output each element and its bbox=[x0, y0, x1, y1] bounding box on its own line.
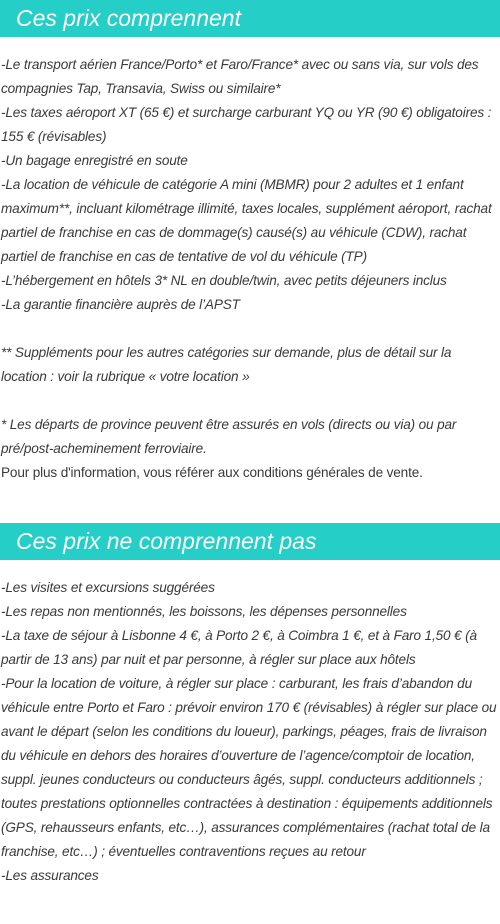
section-title-not-included: Ces prix ne comprennent pas bbox=[16, 528, 317, 554]
not-included-line: -Les repas non mentionnés, les boissons, les dépenses personnelles bbox=[1, 604, 407, 619]
note-departures: * Les départs de province peuvent être assurés en vols (directs ou via) ou par pré/post-acheminement ferroviaire. bbox=[1, 417, 457, 456]
section-header-not-included bbox=[0, 523, 500, 560]
not-included-line: -La taxe de séjour à Lisbonne 4 €, à Porto 2 €, à Coimbra 1 €, et à Faro 1,50 € (à partir de 13 ans) par nuit et par personne, à régler sur place aux hôtels bbox=[1, 628, 477, 667]
included-line: -L’hébergement en hôtels 3* NL en double/twin, avec petits déjeuners inclus bbox=[1, 273, 447, 288]
included-line: -Un bagage enregistré en soute bbox=[1, 153, 188, 168]
note-supplements: ** Suppléments pour les autres catégories sur demande, plus de détail sur la location : voir la rubrique « votre location » bbox=[1, 345, 452, 384]
not-included-line: -Les assurances bbox=[1, 868, 99, 883]
spacer bbox=[1, 317, 500, 341]
included-line: -Le transport aérien France/Porto* et Faro/France* avec ou sans via, sur vols des compagnies Tap, Transavia, Swiss ou similaire* bbox=[1, 57, 479, 96]
included-line: -La garantie financière auprès de l’APST bbox=[1, 297, 240, 312]
not-included-line: -Les visites et excursions suggérées bbox=[1, 580, 215, 595]
spacer bbox=[1, 389, 500, 413]
section-header-included bbox=[0, 0, 500, 37]
not-included-line: -Pour la location de voiture, à régler sur place : carburant, les frais d’abandon du véhicule entre Porto et Faro : prévoir environ 170 € (révisables) à régler sur place ou avant le départ (selon les conditions du loueur), parkings, péages, frais de livraison du véhicule en dehors des horaires d’ouverture de l’agence/comptoir de location, suppl. jeunes conducteurs ou conducteurs âgés, suppl. conducteurs additionnels ; toutes prestations optionnelles contractées à destination : équipements additionnels (GPS, rehausseurs enfants, etc…), assurances complémentaires (rachat total de la franchise, etc…) ; éventuelles contraventions reçues au retour bbox=[1, 676, 497, 859]
note-conditions: Pour plus d'information, vous référer aux conditions générales de vente. bbox=[1, 465, 423, 480]
section-title-included: Ces prix comprennent bbox=[16, 5, 241, 31]
not-included-content bbox=[0, 560, 500, 888]
included-content bbox=[0, 37, 500, 485]
included-line: -Les taxes aéroport XT (65 €) et surcharge carburant YQ ou YR (90 €) obligatoires : 155 € (révisables) bbox=[1, 105, 492, 144]
included-line: -La location de véhicule de catégorie A mini (MBMR) pour 2 adultes et 1 enfant maximum**, incluant kilométrage illimité, taxes locales, supplément aéroport, rachat partiel de franchise en cas de dommage(s) causé(s) au véhicule (CDW), rachat partiel de franchise en cas de tentative de vol du véhicule (TP) bbox=[1, 177, 492, 264]
